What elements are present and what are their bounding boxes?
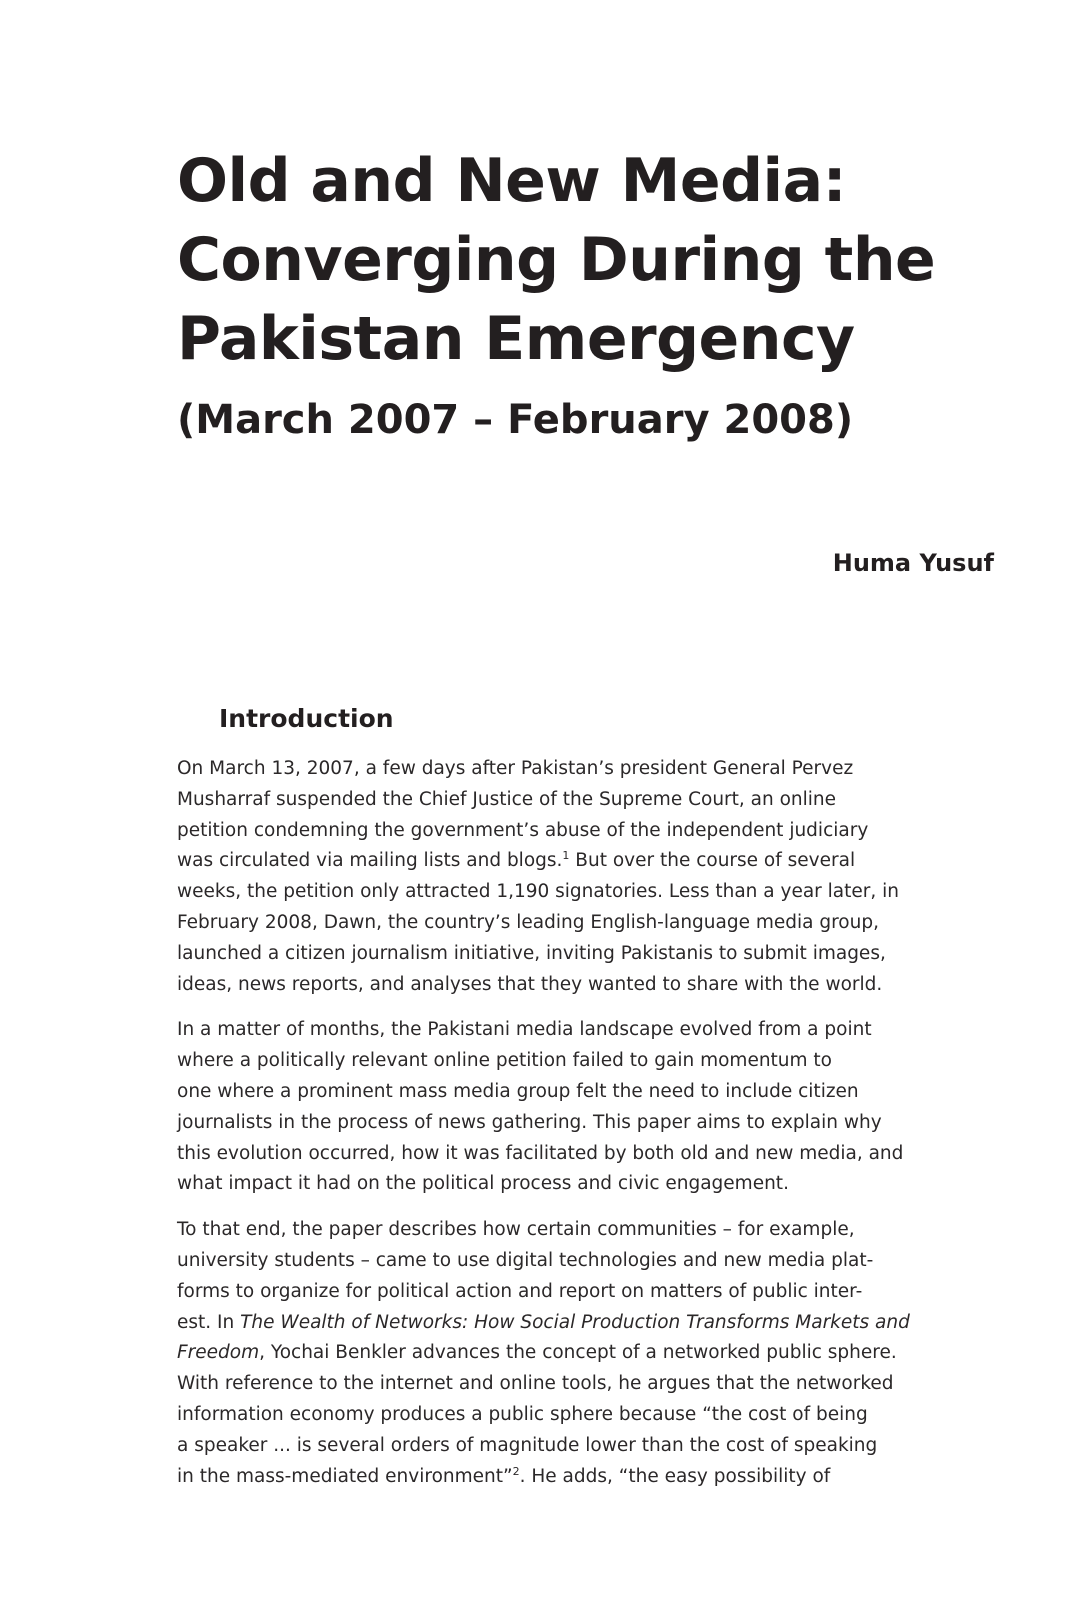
section-heading-introduction: Introduction	[219, 704, 394, 733]
author-name: Huma Yusuf	[832, 549, 994, 577]
text-line: journalists in the process of news gathering. This paper aims to explain why	[177, 1111, 882, 1133]
paragraph	[177, 754, 937, 1000]
text-line: Musharraf suspended the Chief Justice of the Supreme Court, an online	[177, 788, 837, 810]
title-line: Pakistan Emergency	[177, 304, 855, 374]
body-text	[177, 754, 937, 1507]
text-line: this evolution occurred, how it was facilitated by both old and new media, and	[177, 1142, 904, 1164]
text-line: Freedom, Yochai Benkler advances the concept of a networked public sphere.	[177, 1342, 897, 1364]
text-line: February 2008, Dawn, the country’s leading English-language media group,	[177, 911, 879, 933]
paragraph	[177, 1215, 937, 1492]
text-line: information economy produces a public sphere because “the cost of being	[177, 1403, 868, 1425]
text-line: ideas, news reports, and analyses that they wanted to share with the world.	[177, 973, 883, 995]
paper-title	[177, 142, 997, 379]
footnote-marker[interactable]: 1	[562, 849, 570, 863]
text-line: university students – came to use digital technologies and new media plat-	[177, 1249, 874, 1271]
paper-subtitle: (March 2007 – February 2008)	[177, 397, 854, 443]
text-line: one where a prominent mass media group felt the need to include citizen	[177, 1080, 859, 1102]
text-line: launched a citizen journalism initiative, inviting Pakistanis to submit images,	[177, 942, 886, 964]
title-line: Old and New Media:	[177, 146, 847, 216]
text-line: a speaker ... is several orders of magnitude lower than the cost of speaking	[177, 1434, 878, 1456]
paragraph	[177, 1015, 937, 1200]
text-line: in the mass-mediated environment”$^2$. He adds, “the easy possibility of	[177, 1464, 831, 1487]
text-line: weeks, the petition only attracted 1,190 signatories. Less than a year later, in	[177, 881, 899, 903]
title-line: Converging During the	[177, 225, 936, 295]
text-line: petition condemning the government’s abuse of the independent judiciary	[177, 819, 869, 841]
text-line: est. In The Wealth of Networks: How Social Production Transforms Markets and	[177, 1311, 910, 1333]
text-line: where a politically relevant online petition failed to gain momentum to	[177, 1050, 832, 1072]
text-line: what impact it had on the political process and civic engagement.	[177, 1173, 789, 1195]
footnote-marker[interactable]: 2	[512, 1464, 520, 1478]
book-title-italic: Freedom	[177, 1342, 260, 1364]
text-line: On March 13, 2007, a few days after Pakistan’s president General Pervez	[177, 758, 854, 779]
book-title-italic: The Wealth of Networks: How Social Production Transforms Markets and	[240, 1311, 910, 1333]
text-line: was circulated via mailing lists and blogs.$^1$ But over the course of several	[177, 849, 856, 872]
text-line: forms to organize for political action and report on matters of public inter-	[177, 1280, 863, 1302]
text-line: With reference to the internet and online tools, he argues that the networked	[177, 1373, 894, 1395]
text-line: To that end, the paper describes how certain communities – for example,	[177, 1219, 855, 1241]
text-line: In a matter of months, the Pakistani media landscape evolved from a point	[177, 1019, 872, 1041]
